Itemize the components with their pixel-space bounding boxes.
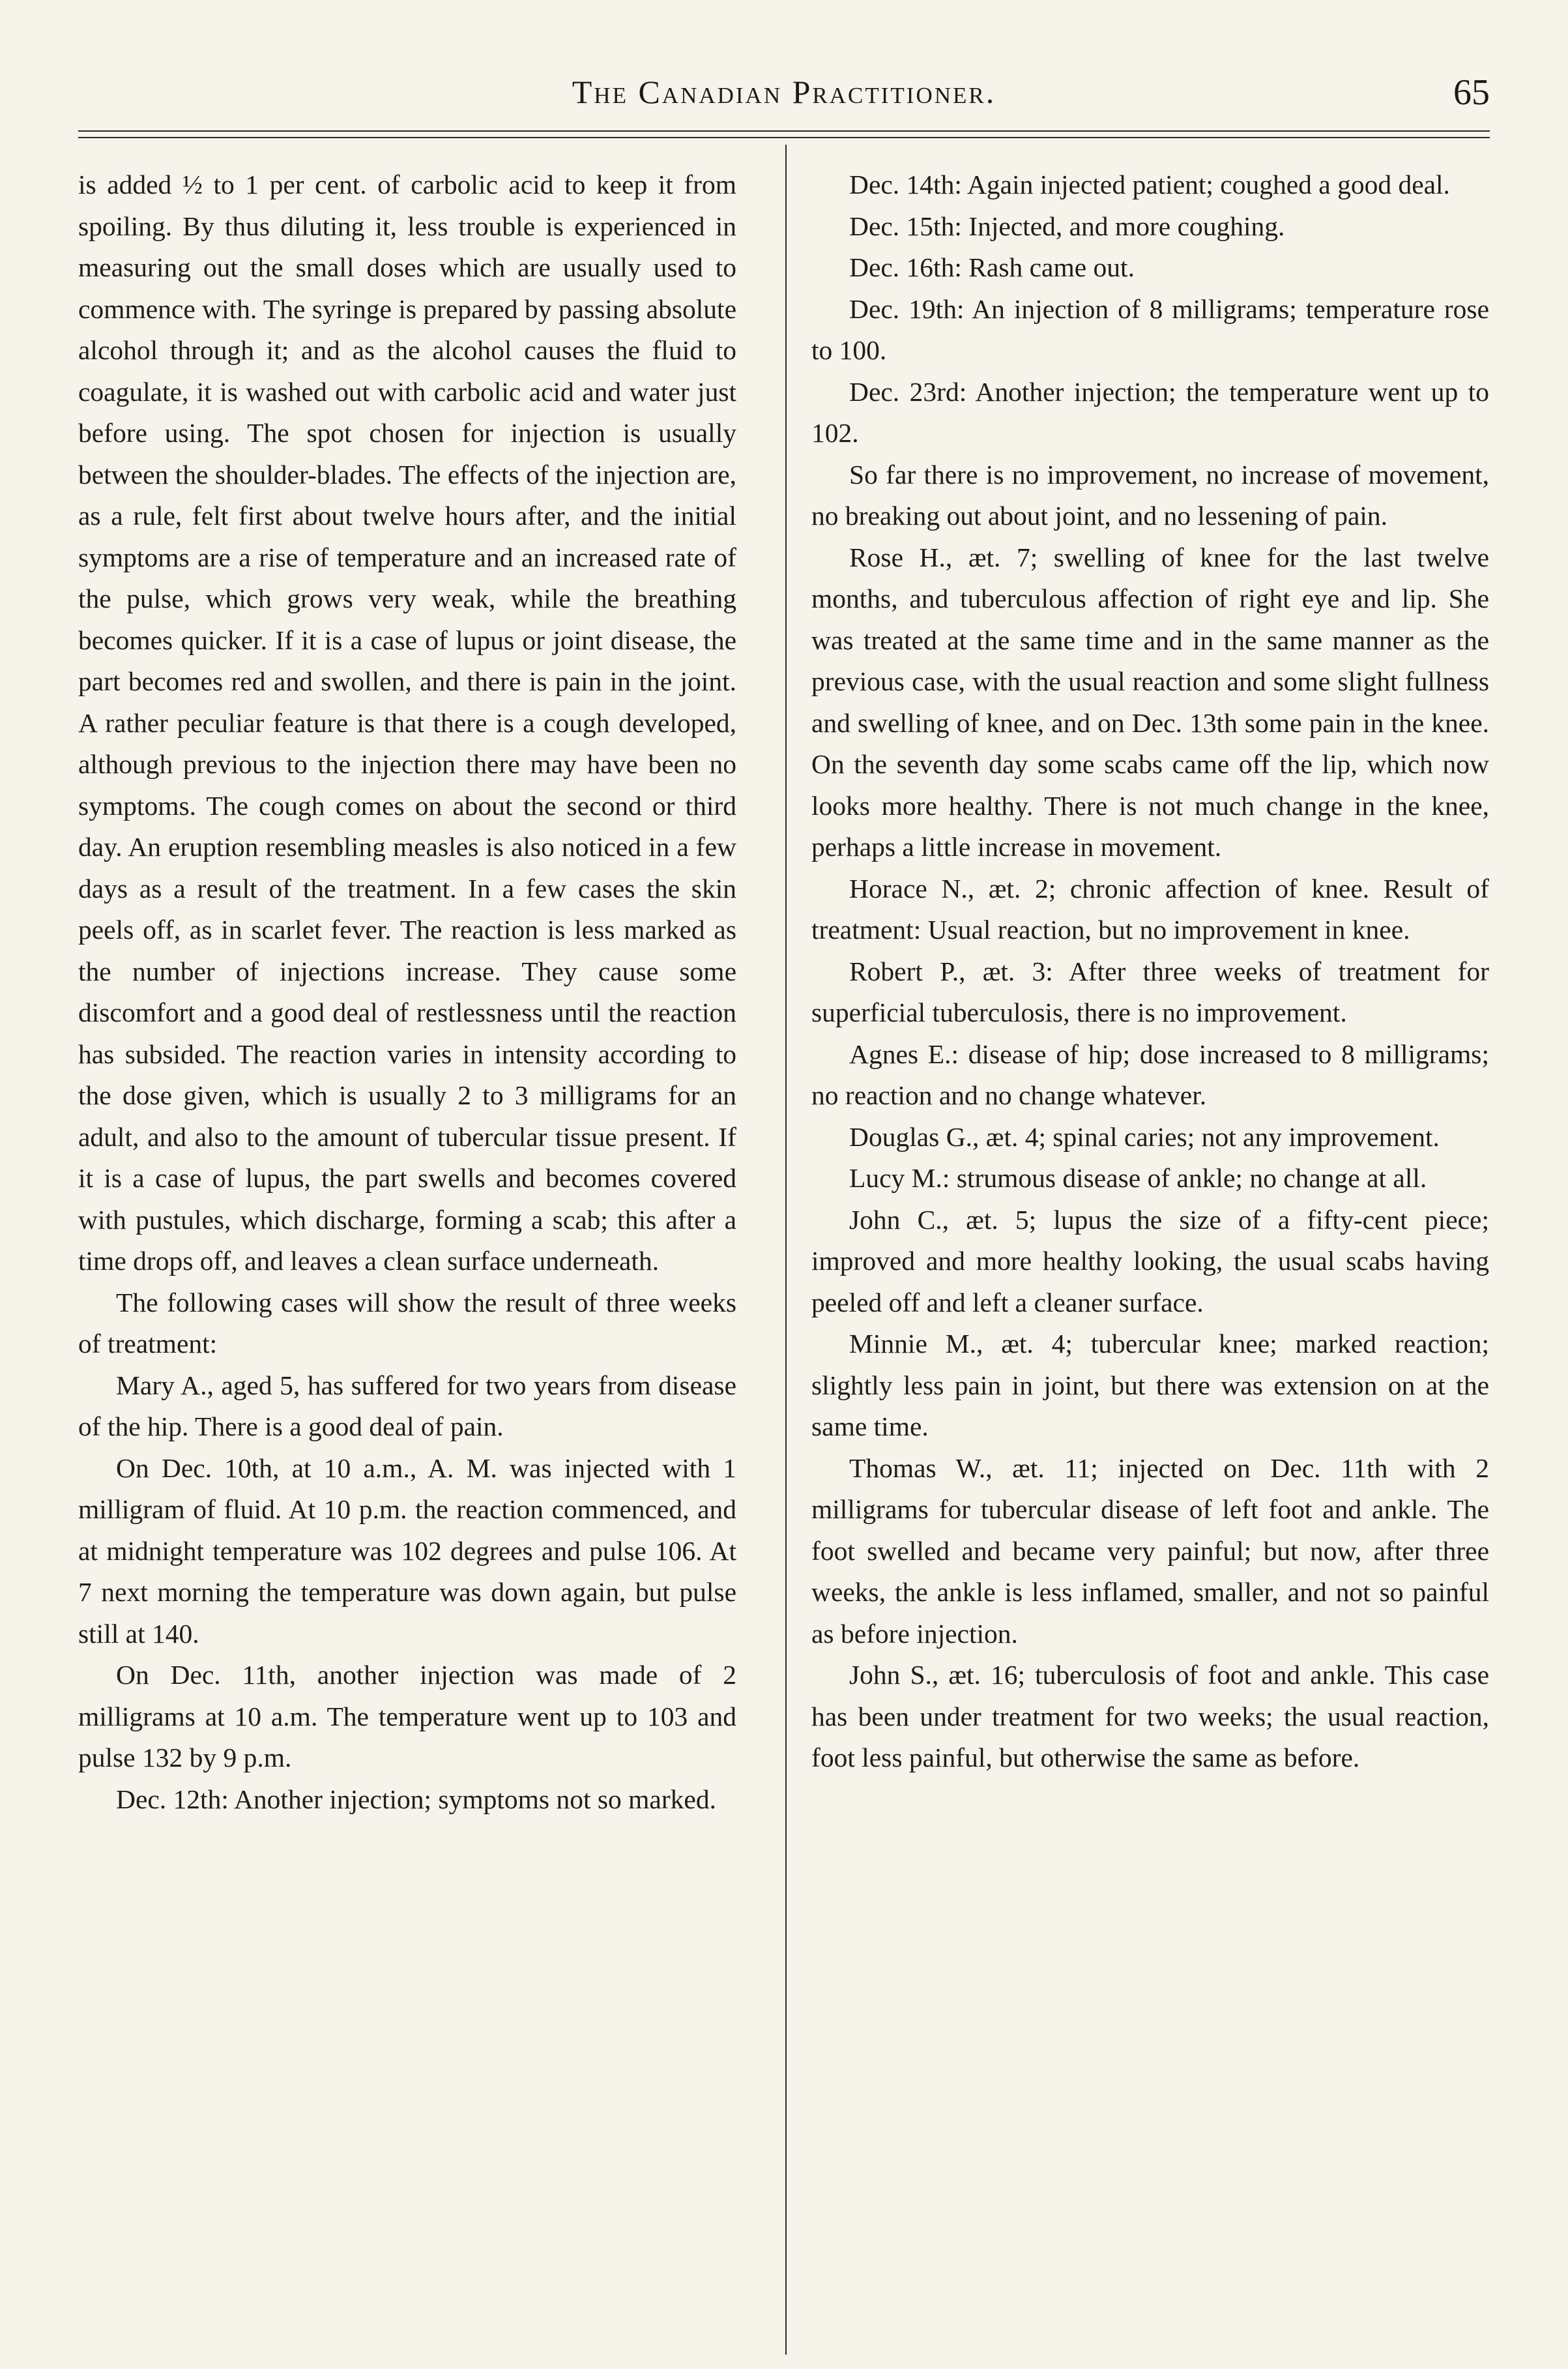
page-number: 65 bbox=[1453, 72, 1490, 113]
paragraph: Thomas W., æt. 11; injected on Dec. 11th with 2 milligrams for tubercular disease of left foot and ankle. The foot swelled and became very painful; but now, after three weeks, the ankle is less inflamed, smaller, and not so painful as before injection. bbox=[811, 1452, 1489, 1649]
paragraph: The following cases will show the result of three weeks of treatment: bbox=[78, 1287, 736, 1359]
paragraph: Rose H., æt. 7; swelling of knee for the last twelve months, and tuberculous affection of right eye and lip. She was treated at the same time and in the same manner as the previous case, with the usual reaction and some slight fullness and swelling of knee, and on Dec. 13th some pain in the knee. On the seventh day some scabs came off the lip, which now looks more healthy. There is not much change in the knee, perhaps a little increase in movement. bbox=[811, 542, 1489, 862]
paragraph: Lucy M.: strumous disease of ankle; no change at all. bbox=[849, 1163, 1427, 1193]
paragraph: Douglas G., æt. 4; spinal caries; not any improvement. bbox=[849, 1121, 1440, 1152]
paragraph: Agnes E.: disease of hip; dose increased to 8 milligrams; no reaction and no change whatever. bbox=[811, 1038, 1489, 1110]
paragraph: Mary A., aged 5, has suffered for two years from disease of the hip. There is a good deal of pain. bbox=[78, 1370, 736, 1441]
left-column bbox=[78, 164, 736, 1820]
paragraph: Dec. 16th: Rash came out. bbox=[849, 252, 1135, 282]
paragraph: Dec. 15th: Injected, and more coughing. bbox=[849, 211, 1285, 241]
paragraph: Robert P., æt. 3: After three weeks of treatment for superficial tuberculosis, there is no improvement. bbox=[811, 956, 1489, 1027]
paragraph: John S., æt. 16; tuberculosis of foot and ankle. This case has been under treatment for two weeks; the usual reaction, foot less painful, but otherwise the same as before. bbox=[811, 1660, 1489, 1773]
paragraph: Minnie M., æt. 4; tubercular knee; marked reaction; slightly less pain in joint, but there was extension on at the same time. bbox=[811, 1329, 1489, 1441]
right-column bbox=[811, 164, 1489, 1779]
paragraph: So far there is no improvement, no increase of movement, no breaking out about joint, and no lessening of pain. bbox=[811, 459, 1489, 531]
paragraph: Dec. 19th: An injection of 8 milligrams; temperature rose to 100. bbox=[811, 293, 1489, 365]
paragraph: Dec. 14th: Again injected patient; coughed a good deal. bbox=[849, 169, 1450, 199]
paragraph: Horace N., æt. 2; chronic affection of knee. Result of treatment: Usual reaction, but no improvement in knee. bbox=[811, 873, 1489, 945]
paragraph: John C., æt. 5; lupus the size of a fifty-cent piece; improved and more healthy looking, the usual scabs having peeled off and left a cleaner surface. bbox=[811, 1204, 1489, 1317]
column-divider bbox=[785, 145, 787, 2355]
header-rule-top bbox=[78, 130, 1490, 132]
header-rule-bottom bbox=[78, 137, 1490, 138]
paragraph: On Dec. 11th, another injection was made of 2 milligrams at 10 a.m. The temperature went up to 103 and pulse 132 by 9 p.m. bbox=[78, 1660, 736, 1773]
page-header bbox=[78, 39, 1490, 124]
paragraph: is added ½ to 1 per cent. of carbolic acid to keep it from spoiling. By thus diluting it, less trouble is experienced in measuring out the small doses which are usually used to commence with. The syringe is prepared by passing absolute alcohol through it; and as the alcohol causes the fluid to coagulate, it is washed out with carbolic acid and water just before using. The spot chosen for injection is usually between the shoulder-blades. The effects of the injection are, as a rule, felt first about twelve hours after, and the initial symptoms are a rise of temperature and an increased rate of the pulse, which grows very weak, while the breathing becomes quicker. If it is a case of lupus or joint disease, the part becomes red and swollen, and there is pain in the joint. A rather peculiar feature is that there is a cough developed, although previous to the injection there may have been no symptoms. The cough comes on about the second or third day. An eruption resembling measles is also noticed in a few days as a result of the treatment. In a few cases the skin peels off, as in scarlet fever. The reaction is less marked as the number of injections increase. They cause some discomfort and a good deal of restlessness until the reaction has subsided. The reaction varies in intensity according to the dose given, which is usually 2 to 3 milligrams for an adult, and also to the amount of tubercular tissue present. If it is a case of lupus, the part swells and becomes covered with pustules, which discharge, forming a scab; this after a time drops off, and leaves a clean surface underneath. bbox=[78, 169, 736, 1276]
paragraph: Dec. 23rd: Another injection; the temperature went up to 102. bbox=[811, 376, 1489, 448]
paragraph: Dec. 12th: Another injection; symptoms not so marked. bbox=[116, 1784, 716, 1814]
running-title: The Canadian Practitioner. bbox=[572, 74, 996, 110]
paragraph: On Dec. 10th, at 10 a.m., A. M. was injected with 1 milligram of fluid. At 10 p.m. the reaction commenced, and at midnight temperature was 102 degrees and pulse 106. At 7 next morning the temperature was down again, but pulse still at 140. bbox=[78, 1452, 736, 1649]
